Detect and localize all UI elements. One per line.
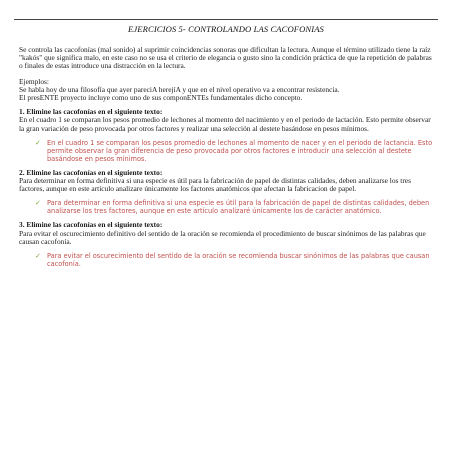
intro-paragraph: Se controla las cacofonías (mal sonido) al suprimir coincidencias sonoras que dificultan la lectura. Aunque el término utilizado tiene la raíz "kakós" que significa malo, en este caso no se usa el criterio de elegancia o gusto sino la condición práctica de que la repetición de palabras o finales de estas introduce una distracción en la lectura. <box>19 45 432 71</box>
exercise-1-heading: 1. Elimine las cacofonías en el siguiente texto: <box>19 107 163 117</box>
exercise-2-heading: 2. Elimine las cacofonías en el siguiente texto: <box>19 167 163 177</box>
document-body <box>19 46 433 274</box>
example-2: El presENTE proyecto incluye como uno de sus componENTEs fundamentales dicho concepto. <box>19 93 303 103</box>
example-1: Se habla hoy de una filosofía que ayer pareciA herejíA y que en el nivel operativo va a encontrar resistencia. <box>19 84 340 94</box>
examples-label: Ejemplos: <box>19 76 49 86</box>
exercise-3-text: Para evitar el oscurecimiento definitivo del sentido de la oración se recomienda el procedimiento de buscar sinónimos de las palabras que causan cacofonía. <box>19 228 426 246</box>
exercise-1-answer <box>35 139 433 163</box>
checkmark-icon: ✓ <box>35 199 41 208</box>
page-title: EJERCICIOS 5- CONTROLANDO LAS CACOFONIAS <box>128 24 324 34</box>
exercise-2-answer-text: Para determinar en forma definitiva si una especie es útil para la fabricación de papel de distintas calidades, deben analizarse los tres factores, aunque en este artículo analizaré únicamente los de carácter anatómico. <box>47 199 430 216</box>
top-rule <box>14 19 438 20</box>
exercise-2-answer <box>35 199 433 215</box>
exercise-3-heading: 3. Elimine las cacofonías en el siguiente texto: <box>19 220 163 230</box>
exercise-2-text: Para determinar en forma definitiva si una especie es útil para la fabricación de papel de distintas calidades, deben analizarse los tres factores, aunque en este artículo analizare únicamente los factores anatómicos que afectan la fabricacion de papel. <box>19 176 411 194</box>
checkmark-icon: ✓ <box>35 252 41 261</box>
checkmark-icon: ✓ <box>35 138 41 147</box>
exercise-3-answer <box>35 252 433 268</box>
exercise-1-answer-text: En el cuadro 1 se comparan los pesos promedio de lechones al momento de nacer y en el periodo de lactancia. Esto permite observar la gran diferencia de peso provocada por otros factores e introducir una selección al destete basándose en pesos mínimos. <box>47 138 433 163</box>
exercise-1-text: En el cuadro 1 se comparan los pesos promedio de lechones al momento del nacimiento y en el periodo de lactación. Esto permite observar la gran variación de peso provocada por otros factores y realizar una selección al destete basándose en pesos mínimos. <box>19 115 431 133</box>
exercise-3-answer-text: Para evitar el oscurecimiento del sentido de la oración se recomienda buscar sinónimos de las palabras que causan cacofonía. <box>47 252 430 269</box>
